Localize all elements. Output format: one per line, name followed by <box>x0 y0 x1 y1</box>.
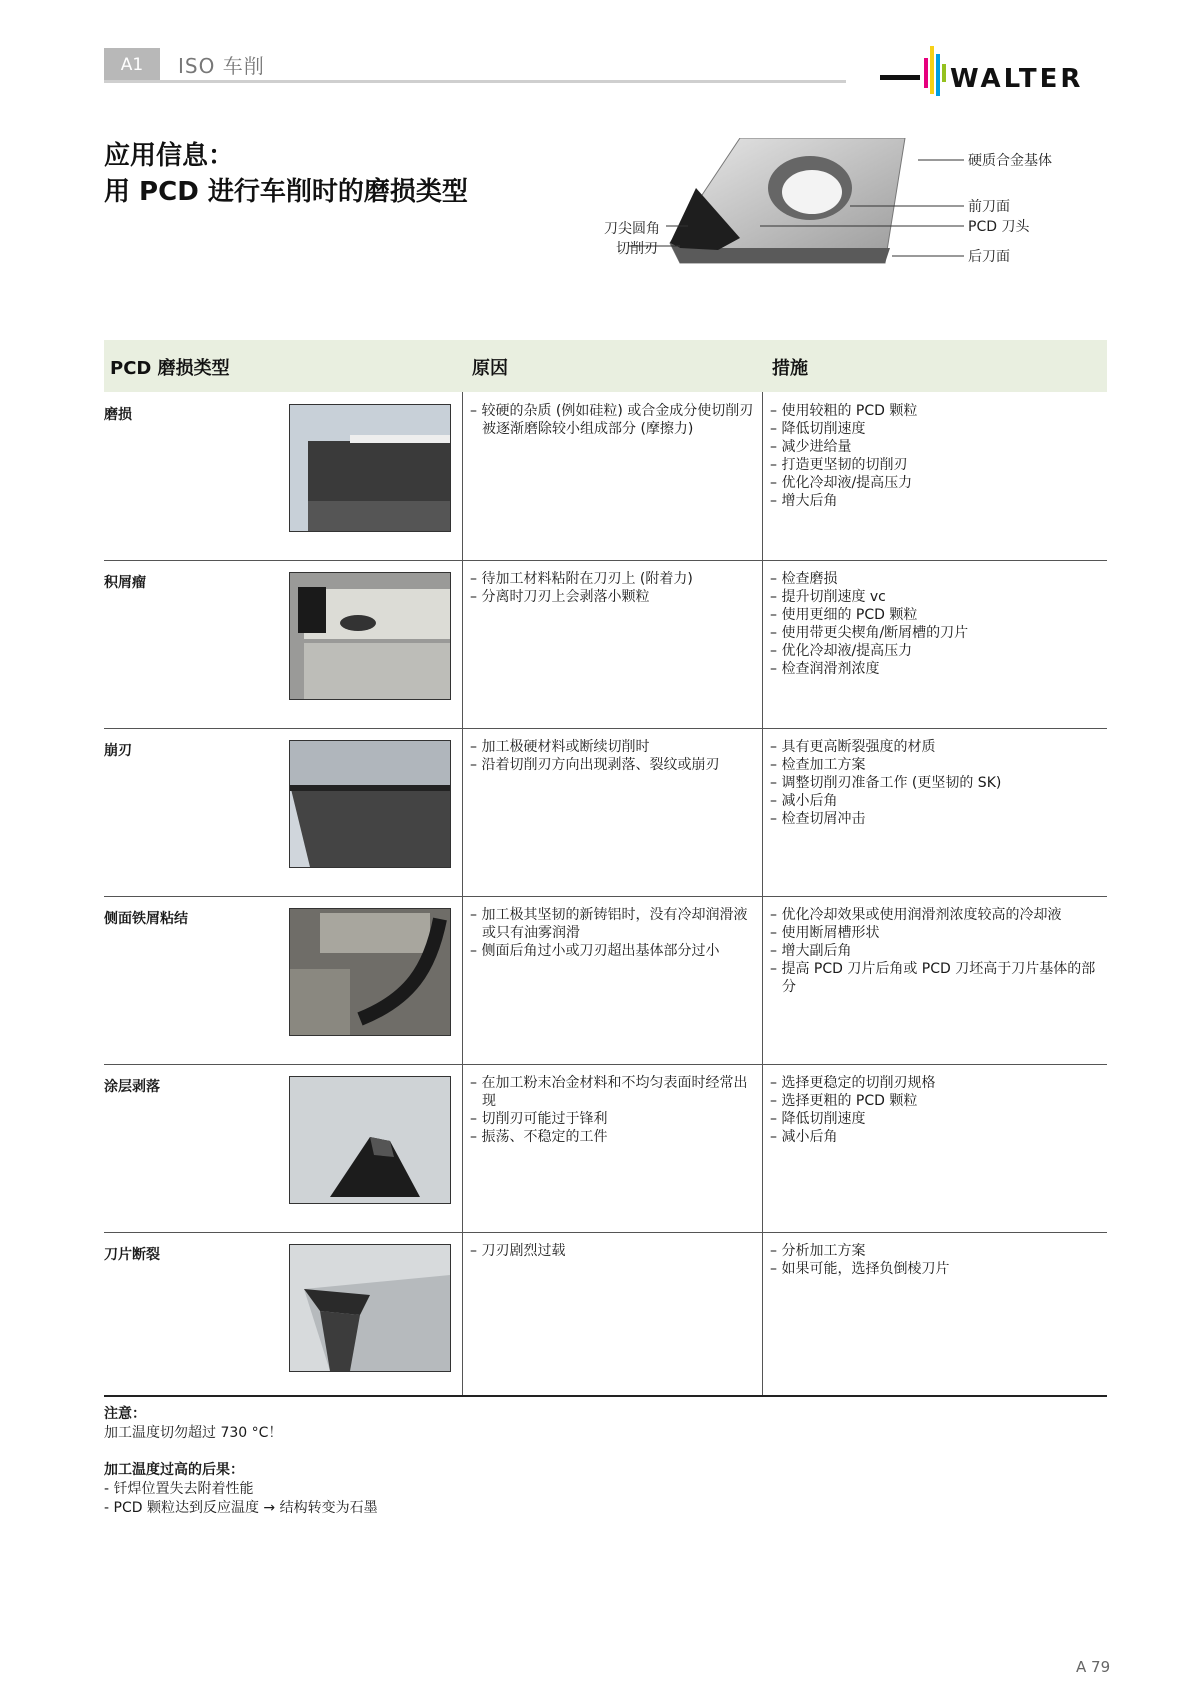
measure-item: – 增大后角 <box>770 493 838 509</box>
measure-item: – 检查润滑剂浓度 <box>770 661 880 677</box>
table-row <box>104 728 1107 897</box>
cause-list <box>470 1242 754 1260</box>
note-title: 注意： <box>104 1406 146 1422</box>
header-wear-type: PCD 磨损类型 <box>110 358 230 379</box>
measure-item: – 检查切屑冲击 <box>770 811 866 827</box>
wear-type-name: 崩刃 <box>104 743 132 759</box>
cause-item: – 在加工粉末冶金材料和不均匀表面时经常出现 <box>470 1075 748 1109</box>
table-row <box>104 896 1107 1065</box>
table-row <box>104 392 1107 561</box>
table-row <box>104 1232 1107 1400</box>
cause-item: – 加工极硬材料或断续切削时 <box>470 739 650 755</box>
measure-list <box>770 570 1100 678</box>
label-flank-face: 后刀面 <box>968 249 1010 265</box>
built-up-edge-photo <box>289 572 451 700</box>
header-cause: 原因 <box>472 358 508 379</box>
measure-list <box>770 1242 1100 1278</box>
measure-item: – 检查加工方案 <box>770 757 866 773</box>
cause-item: – 较硬的杂质 (例如硅粒) 或合金成分使切削刃被逐渐磨除较小组成部分 (摩擦力) <box>470 403 754 437</box>
insert-diagram <box>600 138 1120 298</box>
notes-section <box>104 1405 378 1518</box>
measure-item: – 使用较粗的 PCD 颗粒 <box>770 403 918 419</box>
measure-item: – 减小后角 <box>770 1129 838 1145</box>
measure-item: – 检查磨损 <box>770 571 838 587</box>
measure-item: – 选择更稳定的切削刃规格 <box>770 1075 936 1091</box>
measure-item: – 打造更坚韧的切削刃 <box>770 457 908 473</box>
flank-adhesion-photo <box>289 908 451 1036</box>
measure-item: – 优化冷却液/提高压力 <box>770 475 913 491</box>
cause-item: – 分离时刀刃上会剥落小颗粒 <box>470 589 650 605</box>
cause-list <box>470 906 754 960</box>
cause-item: – 侧面后角过小或刀刃超出基体部分过小 <box>470 943 720 959</box>
consequence-title: 加工温度过高的后果： <box>104 1462 244 1478</box>
cause-item: – 沿着切削刃方向出现剥落、裂纹或崩刃 <box>470 757 720 773</box>
table-bottom-rule <box>104 1395 1107 1397</box>
label-pcd-tip: PCD 刀头 <box>968 219 1030 235</box>
wear-photo <box>289 404 451 532</box>
measure-item: – 优化冷却液/提高压力 <box>770 643 913 659</box>
measure-item: – 具有更高断裂强度的材质 <box>770 739 936 755</box>
measure-item: – 降低切削速度 <box>770 1111 866 1127</box>
title-line-1: 应用信息： <box>104 141 235 171</box>
cause-item: – 振荡、不稳定的工件 <box>470 1129 608 1145</box>
measure-item: – 提高 PCD 刀片后角或 PCD 刀坯高于刀片基体的部分 <box>770 961 1096 995</box>
walter-logo <box>880 44 1110 104</box>
label-rake-face: 前刀面 <box>968 199 1010 215</box>
measure-item: – 使用断屑槽形状 <box>770 925 880 941</box>
note-text: 加工温度切勿超过 730 °C！ <box>104 1425 283 1441</box>
measure-list <box>770 1074 1100 1146</box>
measure-item: – 调整切削刃准备工作 (更坚韧的 SK) <box>770 775 1002 791</box>
measure-list <box>770 906 1100 996</box>
insert-fracture-photo <box>289 1244 451 1372</box>
cause-item: – 切削刃可能过于锋利 <box>470 1111 608 1127</box>
cause-list <box>470 402 754 438</box>
cause-list <box>470 570 754 606</box>
page-number: A 79 <box>1076 1658 1111 1676</box>
cause-item: – 刀刃剧烈过载 <box>470 1243 566 1259</box>
cause-item: – 加工极其坚韧的新铸铝时，没有冷却润滑液或只有油雾润滑 <box>470 907 748 941</box>
logo-text: WALTER <box>950 64 1084 94</box>
measure-list <box>770 402 1100 510</box>
coating-peel-photo <box>289 1076 451 1204</box>
table-row <box>104 1064 1107 1233</box>
cause-list <box>470 1074 754 1146</box>
measure-item: – 选择更粗的 PCD 颗粒 <box>770 1093 918 1109</box>
measure-item: – 如果可能，选择负倒棱刀片 <box>770 1261 950 1277</box>
measure-item: – 优化冷却效果或使用润滑剂浓度较高的冷却液 <box>770 907 1062 923</box>
measure-item: – 提升切削速度 vc <box>770 589 886 605</box>
wear-type-name: 磨损 <box>104 407 132 423</box>
consequence-item: - PCD 颗粒达到反应温度 → 结构转变为石墨 <box>104 1500 378 1516</box>
measure-item: – 减小后角 <box>770 793 838 809</box>
measure-list <box>770 738 1100 828</box>
title-line-2: 用 PCD 进行车削时的磨损类型 <box>104 177 468 207</box>
measure-item: – 分析加工方案 <box>770 1243 866 1259</box>
cause-list <box>470 738 754 774</box>
wear-type-name: 涂层剥落 <box>104 1079 160 1095</box>
measure-item: – 降低切削速度 <box>770 421 866 437</box>
measure-item: – 使用带更尖楔角/断屑槽的刀片 <box>770 625 969 641</box>
wear-type-name: 刀片断裂 <box>104 1247 160 1263</box>
header-rule <box>104 80 846 83</box>
page-title <box>104 138 468 210</box>
chipping-photo <box>289 740 451 868</box>
chapter-title: ISO 车削 <box>178 54 265 78</box>
measure-item: – 增大副后角 <box>770 943 852 959</box>
header-measure: 措施 <box>772 358 808 379</box>
table-row <box>104 560 1107 729</box>
wear-type-name: 积屑瘤 <box>104 575 146 591</box>
label-cutting-edge: 切削刃 <box>616 241 658 257</box>
label-base: 硬质合金基体 <box>968 153 1052 169</box>
table-header <box>104 340 1107 392</box>
cause-item: – 待加工材料粘附在刀刃上 (附着力) <box>470 571 693 587</box>
label-corner-radius: 刀尖圆角 <box>604 221 660 237</box>
measure-item: – 减少进给量 <box>770 439 852 455</box>
consequence-item: - 钎焊位置失去附着性能 <box>104 1481 254 1497</box>
wear-type-name: 侧面铁屑粘结 <box>104 911 188 927</box>
section-tab: A1 <box>104 48 160 82</box>
measure-item: – 使用更细的 PCD 颗粒 <box>770 607 918 623</box>
